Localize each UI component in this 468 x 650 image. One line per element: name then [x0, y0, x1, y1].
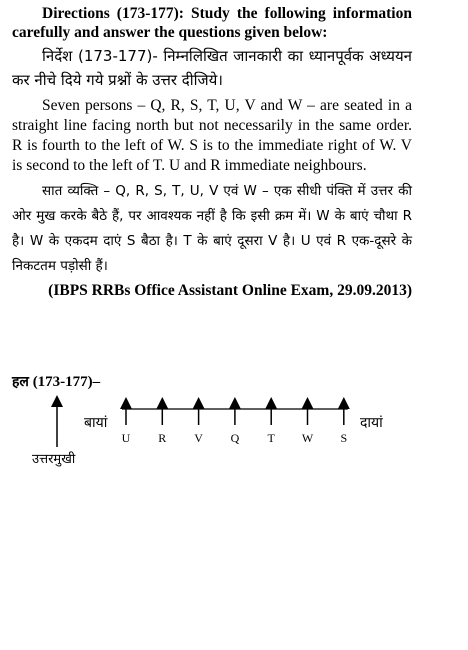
seating-diagram: [0, 395, 468, 485]
passage-hindi: सात व्यक्ति – Q, R, S, T, U, V एवं W – एक सीधी पंक्ति में उत्तर की ओर मुख करके बैठे हैं, पर आवश्यक नहीं है कि इसी क्रम में। W के बाएं चौथा R है। W के एकदम दाएं S बैठा है। T के बाएं दूसरा V है। U एवं R एक-दूसरे के निकटतम पड़ोसी हैं।: [12, 183, 412, 274]
solution-heading: [12, 372, 100, 391]
exam-source: (IBPS RRBs Office Assistant Online Exam, 29.09.2013): [48, 282, 412, 299]
left-label: बायां: [84, 415, 108, 431]
person-label-s: S: [340, 431, 348, 445]
person-label-q: Q: [230, 431, 240, 445]
north-label: उत्तरमुखी: [32, 452, 76, 467]
question-block: [12, 4, 412, 300]
person-label-r: R: [158, 431, 167, 445]
person-label-t: T: [267, 431, 275, 445]
passage-english: Seven persons – Q, R, S, T, U, V and W – are seated in a straight line facing north but not necessarily in the same order. R is fourth to the left of W. S is to the immediate right of W. V is second to the left of T. U and R immediate neighbours.: [12, 97, 412, 174]
person-label-v: V: [194, 431, 203, 445]
directions-hindi: निर्देश (173-177)- निम्नलिखित जानकारी का ध्यानपूर्वक अध्ययन कर नीचे दिये गये प्रश्नों के उत्तर दीजिये।: [12, 47, 412, 89]
directions-heading: Directions (173-177): Study the following information carefully and answer the questions given below:: [12, 5, 412, 41]
solution-label-hindi: हल: [12, 374, 29, 390]
right-label: दायां: [360, 415, 383, 431]
person-arrows: [122, 403, 348, 445]
solution-label-range: (173-177)–: [32, 374, 101, 390]
person-label-u: U: [121, 431, 131, 445]
person-label-w: W: [301, 431, 314, 445]
